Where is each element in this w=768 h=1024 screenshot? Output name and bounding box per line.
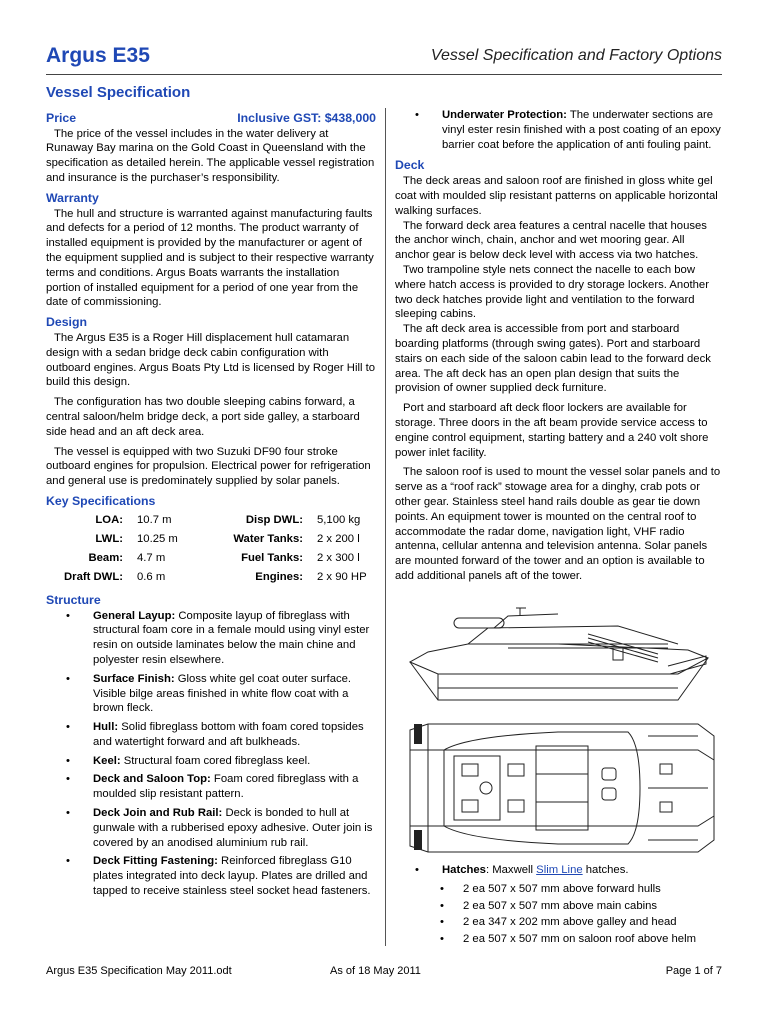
list-item: • 2 ea 507 x 507 mm on saloon roof above helm — [440, 933, 696, 946]
right-column — [395, 108, 722, 589]
design-paragraph: The Argus E35 is a Roger Hill displacement hull catamaran design with a sedan bridge deck cabin configuration with outboard engines. Argus Boats Pty Ltd is licensed by Roger Hill to build this design. — [46, 331, 376, 389]
footer-filename: Argus E35 Specification May 2011.odt — [46, 965, 232, 977]
vessel-drawing — [408, 604, 718, 856]
structure-list — [46, 609, 376, 899]
deck-paragraph: Port and starboard aft deck floor lockers are available for storage. Three doors in the aft beam provide service access to engine control equipment, starting battery and a 240 volt shore power inlet facility. — [395, 402, 709, 459]
left-column — [46, 86, 376, 903]
bullet-icon: • — [66, 609, 70, 622]
hatches-list — [395, 863, 722, 878]
bullet-icon: • — [66, 855, 70, 868]
key-specs-heading: Key Specifications — [46, 493, 156, 508]
warranty-text: The hull and structure is warranted against manufacturing faults and defects for a period of 12 months. The product warranty of installed equipment is provided by the manufacturer or agent of the equipment supplied and is subject to their respective warranty terms and conditions. Argus Boats warrants the installation portion of installed equipment for a period of one year from the date of commissioning. — [46, 207, 374, 309]
hatches-section — [395, 863, 722, 949]
spec-key: LWL: — [95, 532, 123, 545]
deck-paragraph: The aft deck area is accessible from port and starboard boarding platforms (through swing gates). Port and starboard stairs on each side of the saloon cabin lead to the forward deck area. The aft deck has an open plan design that suits the provision of owner supplied deck furniture. — [395, 323, 711, 395]
spec-value: 0.6 m — [137, 570, 166, 583]
deck-paragraph: The forward deck area features a central nacelle that houses the anchor winch, chain, anchor and wet mooring gear. All anchor gear is below deck level with access via two hatches. — [395, 219, 707, 262]
spec-key: Disp DWL: — [245, 513, 303, 526]
column-divider — [385, 108, 386, 946]
table-row — [46, 530, 367, 549]
spec-value: 2 x 90 HP — [317, 570, 367, 583]
spec-value: 10.25 m — [137, 532, 178, 545]
list-item: • Hatches: Maxwell Slim Line hatches. — [415, 864, 629, 876]
price-heading — [46, 111, 376, 126]
bullet-icon: • — [415, 864, 419, 876]
spec-value: 10.7 m — [137, 513, 172, 526]
spec-key: Engines: — [255, 570, 303, 583]
bullet-icon: • — [440, 882, 444, 895]
table-row — [46, 549, 367, 568]
page-header — [46, 44, 722, 72]
deck-paragraph: The deck areas and saloon roof are finished in gloss white gel coat with moulded slip resistant patterns on applicable horizontal walking surfaces. — [395, 175, 718, 217]
spec-key: Draft DWL: — [64, 570, 123, 583]
bullet-icon: • — [66, 754, 70, 767]
bullet-icon: • — [66, 807, 70, 820]
spec-value: 5,100 kg — [317, 513, 361, 526]
bullet-icon: • — [440, 933, 444, 946]
list-item: • 2 ea 507 x 507 mm above forward hulls — [440, 882, 661, 895]
spec-value: 2 x 200 l — [317, 532, 360, 545]
bullet-icon: • — [440, 899, 444, 912]
list-item: • Keel: Structural foam cored fibreglass keel. — [66, 754, 311, 767]
underwater-list — [395, 108, 722, 152]
bullet-icon: • — [66, 721, 70, 734]
footer-page-number: Page 1 of 7 — [665, 965, 722, 977]
footer-date: As of 18 May 2011 — [330, 965, 421, 977]
list-item: • Deck Join and Rub Rail: Deck is bonded to hull at gunwale with a rubberised epoxy adhesive. Outer join is covered by an anodised aluminium rub rail. — [66, 807, 373, 849]
bullet-icon: • — [440, 916, 444, 929]
design-paragraph: The vessel is equipped with two Suzuki DF90 four stroke outboard engines for propulsion. Electrical power for refrigeration and general use is predominately supplied by solar panels. — [46, 445, 371, 488]
list-item: • Hull: Solid fibreglass bottom with foam cored topsides and watertight forward and aft bulkheads. — [66, 721, 364, 748]
bullet-icon: • — [66, 773, 70, 786]
key-specs-table — [46, 511, 367, 587]
deck-paragraph: The saloon roof is used to mount the vessel solar panels and to serve as a “roof rack” stowage area for a dinghy, crab pots or other gear. Stainless steel hand rails double as gear tie down points. An equipment tower is mounted on the central roof to accommodate the radar dome, navigation light, VHF radio antenna, cellular antenna and television antenna. Solar panels are mounted forward of the tower and an option is available to add additional panels aft of the tower. — [395, 466, 721, 582]
list-item: • 2 ea 347 x 202 mm above galley and head — [440, 916, 677, 929]
price-text: The price of the vessel includes in the water delivery at Runaway Bay marina on the Gold Coast in Queensland with the specification as detailed herein. The applicable vessel registration and insurance is the purchaser’s responsibility. — [46, 127, 375, 184]
list-item: • Deck Fitting Fastening: Reinforced fibreglass G10 plates integrated into deck layup. Plates are drilled and tapped to receive stainless steel socket head fasteners. — [66, 855, 371, 898]
deck-paragraph: Two trampoline style nets connect the nacelle to each bow where hatch access is provided to dry storage lockers. Another two deck hatches provide light and ventilation to the forward sleeping cabins. — [395, 263, 709, 321]
warranty-heading: Warranty — [46, 190, 99, 205]
list-item: • 2 ea 507 x 507 mm above main cabins — [440, 899, 658, 912]
price-value: Inclusive GST: $438,000 — [237, 110, 376, 125]
document-subtitle: Vessel Specification and Factory Options — [430, 47, 722, 64]
list-item: • Deck and Saloon Top: Foam cored fibreglass with a moulded slip resistant pattern. — [66, 773, 359, 801]
spec-key: LOA: — [95, 513, 123, 526]
list-item: • Underwater Protection: The underwater sections are vinyl ester resin finished with a post coating of an epoxy barrier coat before the application of anti fouling paint. — [415, 109, 721, 151]
spec-key: Fuel Tanks: — [241, 551, 303, 564]
list-item: • Surface Finish: Gloss white gel coat outer surface. Visible bilge areas finished in white flow coat with a brown fleck. — [66, 672, 352, 715]
bullet-icon: • — [415, 109, 419, 121]
deck-heading: Deck — [395, 158, 425, 173]
hatches-sublist — [395, 882, 722, 947]
structure-heading: Structure — [46, 592, 101, 607]
list-item: • General Layup: Composite layup of fibreglass with structural foam core in a female mould using vinyl ester resin on outside laminates below the main chine and polyester resin elsewhere. — [66, 609, 370, 666]
spec-value: 2 x 300 l — [317, 551, 360, 564]
slim-line-link[interactable]: Slim Line — [536, 864, 583, 876]
spec-value: 4.7 m — [137, 551, 166, 564]
design-paragraph: The configuration has two double sleeping cabins forward, a central saloon/helm bridge deck, a port side galley, a starboard side head and an aft deck area. — [46, 396, 360, 438]
price-label: Price — [46, 110, 77, 125]
bullet-icon: • — [66, 672, 70, 685]
design-heading: Design — [46, 315, 87, 330]
table-row — [46, 568, 367, 587]
table-row — [46, 511, 367, 530]
spec-key: Water Tanks: — [233, 532, 303, 545]
section-title: Vessel Specification — [46, 84, 191, 101]
header-rule — [46, 74, 722, 75]
spec-key: Beam: — [88, 551, 123, 564]
document-brand: Argus E35 — [46, 44, 150, 67]
